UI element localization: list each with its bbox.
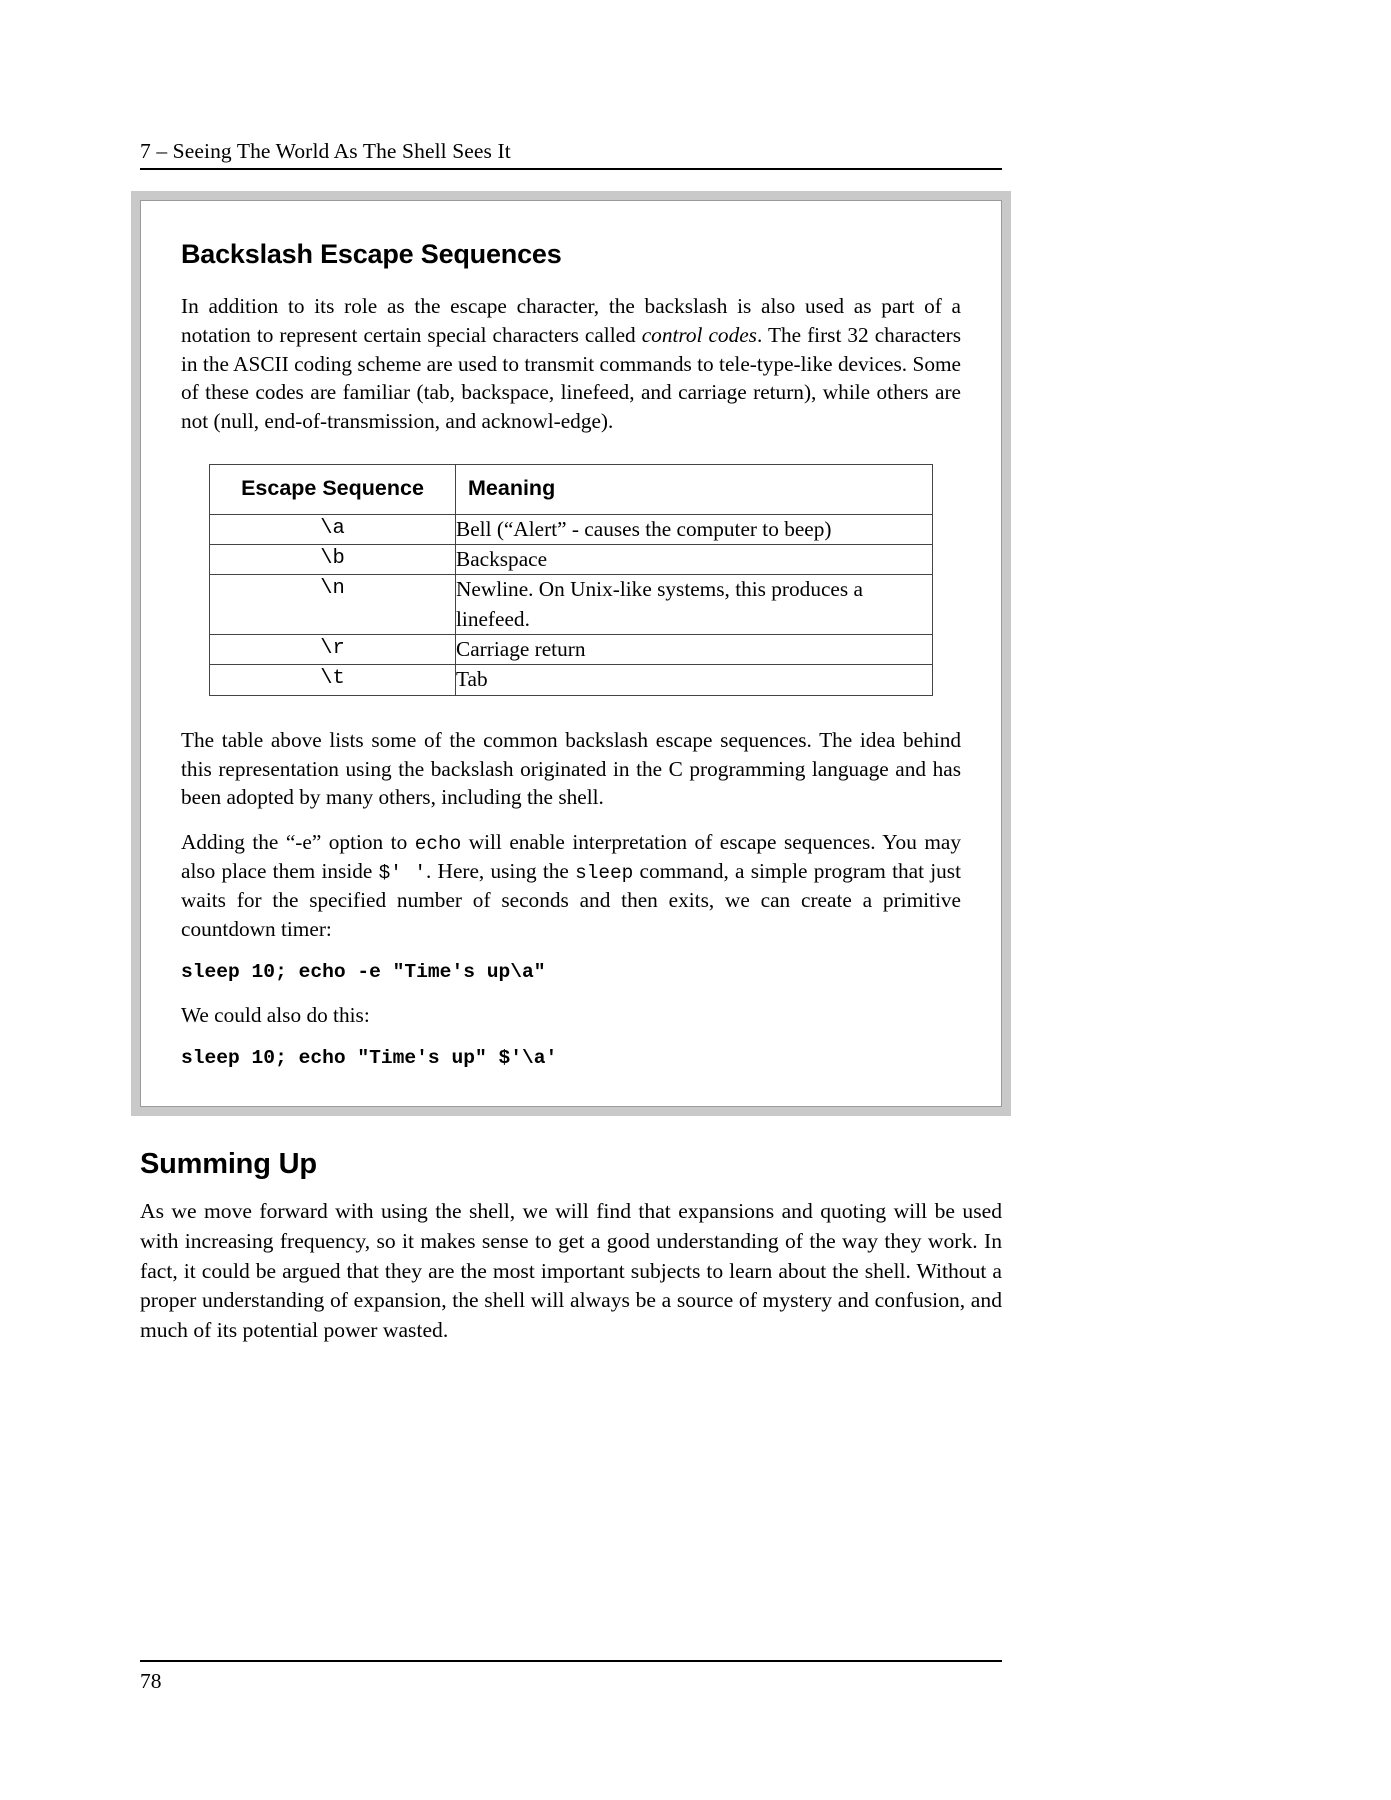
table-row xyxy=(210,514,933,544)
footer-rule xyxy=(140,1660,1002,1662)
table-header-row xyxy=(210,464,933,514)
sidebar-content xyxy=(141,201,1001,1106)
table-row xyxy=(210,635,933,665)
intro-italic-term: control codes xyxy=(641,322,757,347)
cell-meaning: Tab xyxy=(456,665,933,695)
cell-meaning: Carriage return xyxy=(456,635,933,665)
echo-segment-1: Adding the “-e” option to xyxy=(181,830,415,855)
paragraph-after-table: The table above lists some of the common backslash escape sequences. The idea behind this representation using the backslash originated in the C programming language and has been adopted by many others, including the shell. xyxy=(181,727,961,810)
sidebar-title: Backslash Escape Sequences xyxy=(181,239,562,269)
escape-sequence-table-wrapper xyxy=(181,464,961,696)
cell-escape-sequence: \a xyxy=(210,514,456,544)
echo-segment-2: will enable interpretation of escape sequences. You may also place them inside xyxy=(181,830,961,884)
cell-escape-sequence: \b xyxy=(210,544,456,574)
inline-code-echo: echo xyxy=(414,833,462,856)
intro-segment-1: In addition to its role as the escape character, the backslash is also used as part of a notation to represent certain special characters called xyxy=(181,294,961,347)
table-row xyxy=(210,665,933,695)
code-block-alternate: sleep 10; echo "Time's up" $'\a' xyxy=(181,1047,558,1070)
escape-sequence-table xyxy=(209,464,933,696)
column-header-meaning: Meaning xyxy=(456,464,933,514)
running-head-text: 7 – Seeing The World As The Shell Sees It xyxy=(140,139,511,163)
section-title-summing-up: Summing Up xyxy=(140,1148,317,1180)
column-header-escape-sequence: Escape Sequence xyxy=(210,464,456,514)
running-head xyxy=(140,140,1002,170)
echo-segment-3: . Here, using the xyxy=(426,859,576,884)
cell-meaning: Newline. On Unix-like systems, this produces a linefeed. xyxy=(456,575,933,635)
summing-up-paragraph: As we move forward with using the shell, we will find that expansions and quoting will be used with increasing frequency, so it makes sense to get a good understanding of the way they work. In fact, it could be argued that they are the most important subjects to learn about the shell. Without a proper understanding of expansion, the shell will always be a source of mystery and confusion, and much of its potential power wasted. xyxy=(140,1199,1002,1342)
cell-escape-sequence: \n xyxy=(210,575,456,635)
intro-segment-2: . The first 32 characters in the ASCII coding scheme are used to transmit commands to tele-type-like devices. Some of these codes are familiar (tab, backspace, linefeed, and carriage return), while others are not (null, end-of-transmission, and acknowl-edge). xyxy=(181,322,962,434)
sidebar-intro-paragraph xyxy=(181,292,961,436)
cell-escape-sequence: \r xyxy=(210,635,456,665)
paragraph-also-do-this: We could also do this: xyxy=(181,1003,370,1028)
cell-meaning: Bell (“Alert” - causes the computer to beep) xyxy=(456,514,933,544)
paragraph-echo-option xyxy=(181,828,961,944)
page-footer xyxy=(140,1660,1002,1694)
cell-escape-sequence: \t xyxy=(210,665,456,695)
cell-meaning: Backspace xyxy=(456,544,933,574)
code-block-countdown-timer: sleep 10; echo -e "Time's up\a" xyxy=(181,960,546,983)
summing-up-section xyxy=(140,1148,1002,1345)
running-head-rule xyxy=(140,168,1002,170)
table-row xyxy=(210,575,933,635)
inline-code-dollar-quote: $' ' xyxy=(378,862,427,885)
sidebar-callout-box xyxy=(140,200,1002,1107)
echo-segment-4: command, a simple program that just waits for the specified number of seconds and then exits, we can create a primitive countdown timer: xyxy=(181,859,961,942)
table-row xyxy=(210,544,933,574)
page-number: 78 xyxy=(140,1669,162,1693)
inline-code-sleep: sleep xyxy=(575,862,634,885)
